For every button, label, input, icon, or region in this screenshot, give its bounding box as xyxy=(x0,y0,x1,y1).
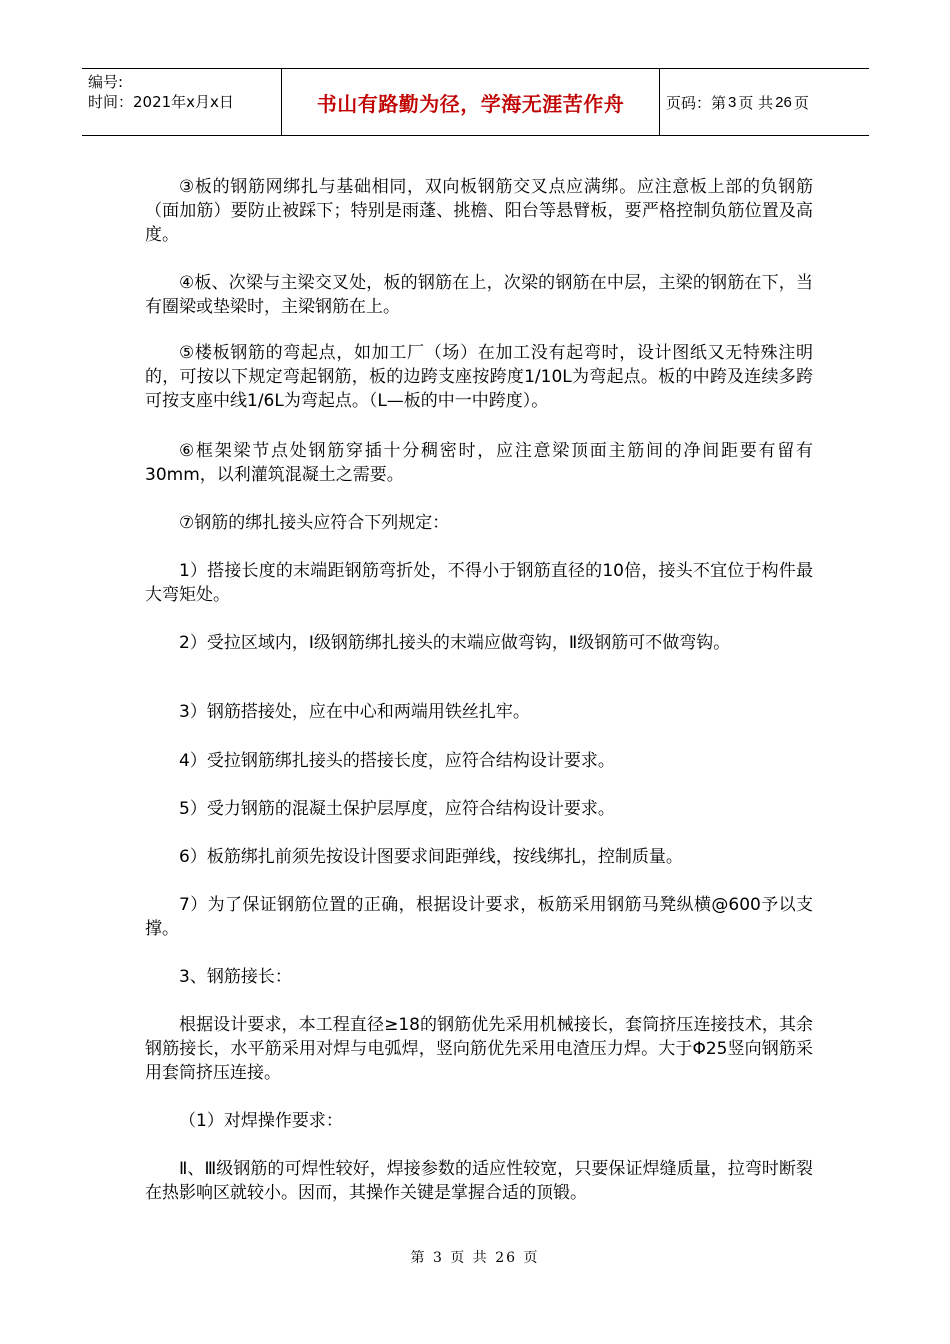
paragraph: 7）为了保证钢筋位置的正确，根据设计要求，板筋采用钢筋马凳纵横@600予以支撑。 xyxy=(145,895,813,939)
paragraph: 5）受力钢筋的混凝土保护层厚度，应符合结构设计要求。 xyxy=(179,799,615,819)
paragraph: 1）搭接长度的末端距钢筋弯折处，不得小于钢筋直径的10倍，接头不宜位于构件最大弯矩处。 xyxy=(145,561,813,605)
paragraph: 6）板筋绑扎前须先按设计图要求间距弹线，按线绑扎，控制质量。 xyxy=(179,847,683,867)
page-current: 3 xyxy=(728,93,737,111)
page-mid: 页 共 xyxy=(738,93,774,112)
time-label: 时间：2021年x月x日 xyxy=(88,93,234,111)
page-prefix: 页码：第 xyxy=(666,93,727,112)
paragraph: ④板、次梁与主梁交叉处，板的钢筋在上，次梁的钢筋在中层，主梁的钢筋在下，当有圈梁或垫梁时，主梁钢筋在上。 xyxy=(145,273,813,317)
page-suffix: 页 xyxy=(793,93,809,112)
page-footer: 第 3 页 共 26 页 xyxy=(410,1250,540,1266)
page-total: 26 xyxy=(775,93,792,111)
header-page-info xyxy=(660,69,869,135)
paragraph: ⑦钢筋的绑扎接头应符合下列规定： xyxy=(179,513,450,533)
paragraph: ⑤楼板钢筋的弯起点，如加工厂（场）在加工没有起弯时，设计图纸又无特殊注明的，可按以下规定弯起钢筋，板的边跨支座按跨度1/10L为弯起点。板的中跨及连续多跨可按支座中线1/6L为弯起点。（L—板的中一中跨度）。 xyxy=(145,343,813,411)
header-meta xyxy=(82,69,282,135)
paragraph: 3）钢筋搭接处，应在中心和两端用铁丝扎牢。 xyxy=(179,702,530,722)
paragraph: Ⅱ、Ⅲ级钢筋的可焊性较好，焊接参数的适应性较宽，只要保证焊缝质量，拉弯时断裂在热影响区就较小。因而，其操作关键是掌握合适的顶锻。 xyxy=(145,1159,813,1203)
paragraph: （1）对焊操作要求： xyxy=(179,1111,343,1131)
page-header xyxy=(82,68,869,136)
paragraph: ⑥框架梁节点处钢筋穿插十分稠密时，应注意梁顶面主筋间的净间距要有留有30mm，以利灌筑混凝土之需要。 xyxy=(145,441,813,485)
paragraph: ③板的钢筋网绑扎与基础相同，双向板钢筋交叉点应满绑。应注意板上部的负钢筋（面加筋）要防止被踩下；特别是雨蓬、挑檐、阳台等悬臂板，要严格控制负筋位置及高度。 xyxy=(145,177,813,245)
serial-label: 编号: xyxy=(88,73,124,91)
header-motto: 书山有路勤为径，学海无涯苦作舟 xyxy=(282,69,660,135)
paragraph: 4）受拉钢筋绑扎接头的搭接长度，应符合结构设计要求。 xyxy=(179,751,615,771)
paragraph: 3、钢筋接长： xyxy=(179,967,292,987)
paragraph: 2）受拉区域内，Ⅰ级钢筋绑扎接头的末端应做弯钩，Ⅱ级钢筋可不做弯钩。 xyxy=(179,633,731,653)
paragraph: 根据设计要求，本工程直径≥18的钢筋优先采用机械接长，套筒挤压连接技术，其余钢筋接长，水平筋采用对焊与电弧焊，竖向筋优先采用电渣压力焊。大于Φ25竖向钢筋采用套筒挤压连接。 xyxy=(145,1015,813,1083)
